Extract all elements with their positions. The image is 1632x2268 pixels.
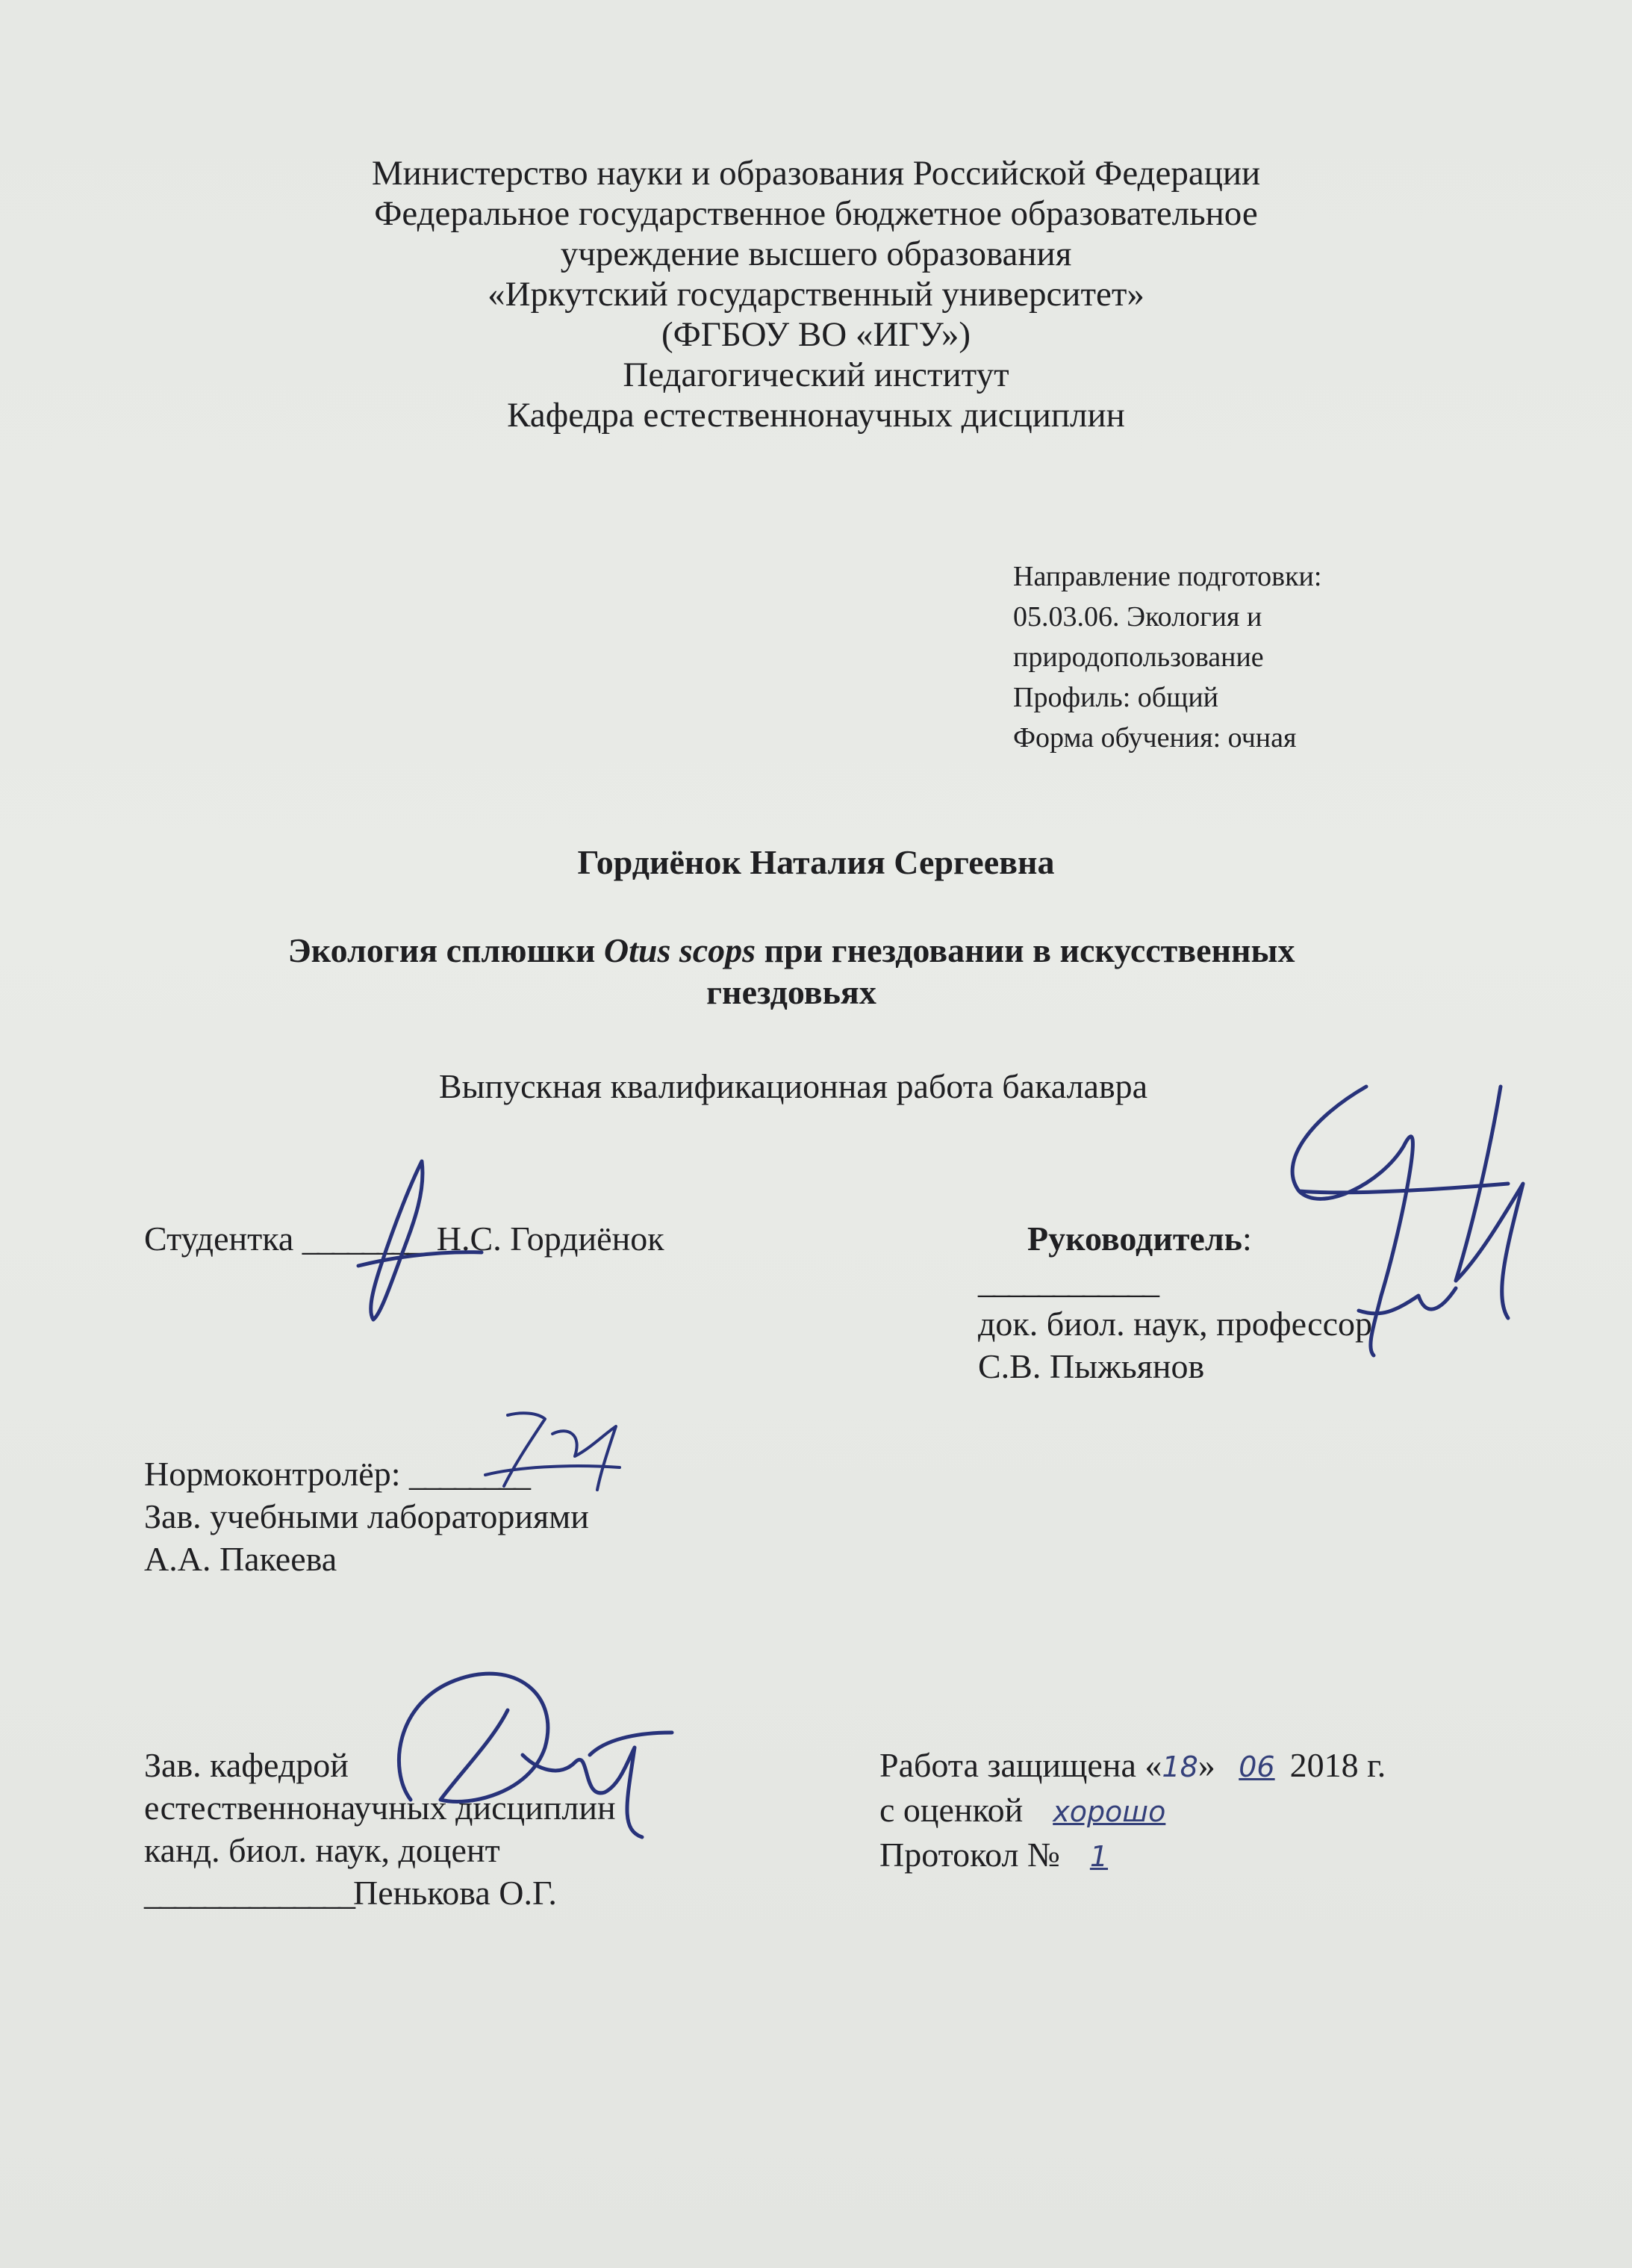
normocontrol-name: А.А. Пакеева bbox=[144, 1540, 337, 1578]
student-short-name: Н.С. Гордиёнок bbox=[436, 1220, 664, 1258]
head-line: естественнонаучных дисциплин bbox=[144, 1789, 616, 1827]
defense-mid: » bbox=[1197, 1746, 1215, 1784]
head-line: Зав. кафедрой bbox=[144, 1746, 349, 1784]
defense-grade-line bbox=[879, 1789, 1386, 1833]
protocol-label: Протокол № bbox=[879, 1836, 1060, 1874]
supervisor-colon: : bbox=[1242, 1220, 1252, 1258]
supervisor-name: С.В. Пыжьянов bbox=[978, 1347, 1205, 1385]
normocontrol-position: Зав. учебными лабораториями bbox=[144, 1497, 589, 1535]
title-part: при гнездовании в искусственных bbox=[756, 931, 1295, 969]
grade-label: с оценкой bbox=[879, 1791, 1024, 1829]
student-full-name: Гордиёнок Наталия Сергеевна bbox=[577, 843, 1055, 881]
header-line: Педагогический институт bbox=[623, 355, 1009, 394]
defense-block bbox=[879, 1744, 1386, 1878]
supervisor-signature bbox=[1254, 1072, 1538, 1370]
normocontrol-label: Нормоконтролёр: bbox=[144, 1455, 401, 1493]
species-name: Otus scops bbox=[603, 931, 756, 969]
student-label: Студентка bbox=[144, 1220, 294, 1258]
direction-line: Форма обучения: очная bbox=[1013, 722, 1297, 754]
head-line: канд. биол. наук, доцент bbox=[144, 1831, 500, 1869]
institution-header bbox=[0, 153, 1632, 435]
normocontrol-signature bbox=[478, 1404, 627, 1501]
header-line: «Иркутский государственный университет» bbox=[488, 275, 1144, 314]
protocol-line bbox=[879, 1833, 1386, 1878]
defense-year: 2018 г. bbox=[1289, 1746, 1386, 1784]
protocol-number: 1 bbox=[1089, 1840, 1109, 1873]
header-line: учреждение высшего образования bbox=[560, 234, 1072, 273]
defense-prefix: Работа защищена « bbox=[879, 1746, 1162, 1784]
direction-line: природопользование bbox=[1013, 641, 1264, 673]
thesis-title-line-1 bbox=[149, 930, 1433, 972]
header-line: (ФГБОУ ВО «ИГУ») bbox=[661, 315, 971, 354]
defense-day: 18 bbox=[1162, 1750, 1198, 1783]
head-signature-line bbox=[144, 1871, 616, 1914]
work-type: Выпускная квалификационная работа бакалавра bbox=[438, 1067, 1148, 1105]
signature-blank: ______________ bbox=[144, 1874, 353, 1912]
supervisor-degree: док. биол. наук, профессор bbox=[978, 1305, 1372, 1343]
title-part: Экология сплюшки bbox=[287, 931, 604, 969]
direction-line: Направление подготовки: bbox=[1013, 561, 1322, 592]
direction-line: Профиль: общий bbox=[1013, 682, 1219, 713]
grade-value: хорошо bbox=[1053, 1795, 1166, 1828]
signature-blank: ________ bbox=[408, 1455, 529, 1493]
header-line: Кафедра естественнонаучных дисциплин bbox=[507, 396, 1125, 435]
supervisor-label: Руководитель bbox=[1027, 1220, 1242, 1258]
header-line: Федеральное государственное бюджетное образовательное bbox=[374, 194, 1258, 233]
signature-blank: ____________ bbox=[978, 1262, 1157, 1300]
study-direction bbox=[1013, 556, 1321, 758]
student-signature bbox=[351, 1154, 485, 1333]
thesis-title bbox=[149, 930, 1433, 1013]
signature-blank: _________ bbox=[302, 1220, 437, 1258]
head-name: Пенькова О.Г. bbox=[353, 1874, 557, 1912]
header-line: Министерство науки и образования Российской Федерации bbox=[371, 154, 1261, 193]
defense-month: 06 bbox=[1239, 1750, 1275, 1783]
direction-line: 05.03.06. Экология и bbox=[1013, 601, 1262, 633]
head-of-department-signature bbox=[366, 1650, 679, 1845]
defense-date-line bbox=[879, 1744, 1386, 1789]
thesis-title-line-2: гнездовьях bbox=[706, 973, 876, 1011]
